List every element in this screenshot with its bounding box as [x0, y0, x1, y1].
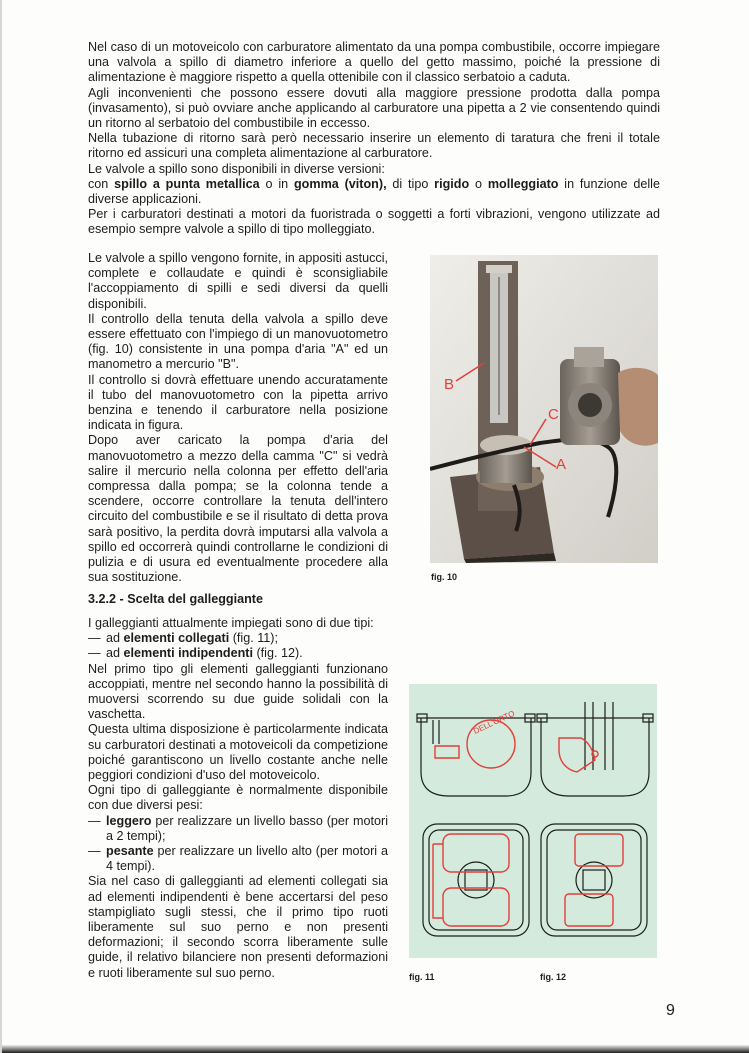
paragraph: Sia nel caso di galleggianti ad elementi collegati sia ad elementi indipendenti è bene accertarsi del peso stampigliato sugli stessi, che il primo tipo ruoti liberamente sul suo perno e non presenti deformazioni; il secondo scorra liberamente sulle guide, il relativo bilanciere non presenti deformazioni e ruoti liberamente sul suo perno. — [88, 874, 388, 980]
paragraph: I galleggianti attualmente impiegati sono di due tipi: — [88, 616, 374, 630]
list-item: — leggero per realizzare un livello basso (per motori a 2 tempi); — [88, 813, 388, 843]
fig-11-caption: fig. 11 — [409, 972, 435, 982]
fig-10-photo — [430, 255, 658, 563]
fig-10-caption: fig. 10 — [431, 572, 458, 582]
paragraph: Il controllo della tenuta della valvola a spillo deve essere effettuato con l'impiego di un manovuotometro (fig. 10) consistente in una pompa d'aria "A" ed un manometro a mercurio "B". — [88, 311, 388, 372]
intro-text-block — [88, 40, 660, 238]
versions-paragraph: con spillo a punta metallica o in gomma (viton), di tipo rigido o molleggiato in funzione delle diverse applicazioni. — [88, 176, 660, 207]
label-a: A — [556, 456, 567, 473]
float-bowl-drawings — [409, 684, 657, 958]
paragraph: Dopo aver caricato la pompa d'aria del manovuotometro a mezzo della camma "C" si vedrà salire il mercurio nella colonna per effetto dell'aria compressa dalla pompa; se la colonna tende a scendere, occorre controllare la tenuta dell'intero circuito del combustibile e se il risultato di detta prova sarà positivo, la perdita dovrà imputarsi alla valvola a spillo ed occorrerà quindi controllarne le condizioni di pulizia e di usura ed eventualmente procedere alla sua sostituzione. — [88, 433, 388, 585]
fig-12-caption: fig. 12 — [540, 972, 567, 982]
paragraph: Nel caso di un motoveicolo con carburatore alimentato da una pompa combustibile, occorre impiegare una valvola a spillo di diametro inferiore a quello del getto massimo, poiché la pressione di alimentazione è maggiore rispetto a quella ottenibile con il classico serbatoio a caduta. — [88, 40, 660, 85]
paragraph: Nella tubazione di ritorno sarà però necessario inserire un elemento di taratura che freni il totale ritorno ed assicuri una completa alimentazione al carburatore. — [88, 131, 660, 161]
paragraph: Le valvole a spillo vengono fornite, in appositi astucci, complete e collaudate e quindi è sconsigliabile l'accoppiamento di spilli e sedi diversi da quelli disponibili. — [88, 251, 388, 311]
page-bottom-edge — [2, 1045, 749, 1053]
paragraph: Agli inconvenienti che possono essere dovuti alla maggiore pressione prodotta dalla pompa (invasamento), si può ovviare anche applicando al carburatore una pipetta a 2 vie consentendo quindi un ritorno al serbatoio del combustibile in eccesso. — [88, 85, 660, 131]
list-item: — pesante per realizzare un livello alto (per motori a 4 tempi). — [88, 844, 388, 874]
section-title: 3.2.2 - Scelta del galleggiante — [88, 592, 263, 606]
float-text-block — [88, 616, 388, 981]
float-diagrams — [409, 684, 657, 958]
paragraph: Nel primo tipo gli elementi galleggianti funzionano accoppiati, mentre nel secondo hanno la possibilità di muoversi scorrendo su due guide solidali con la vaschetta. — [88, 661, 388, 722]
float-stamp-text: DELL'ORTO — [472, 708, 517, 736]
list-item: — ad elementi indipendenti (fig. 12). — [88, 646, 303, 661]
label-c: C — [548, 406, 559, 423]
manovuotometro-illustration — [430, 255, 658, 563]
paragraph: Il controllo si dovrà effettuare unendo accuratamente il tubo del manovuotometro con la pipetta arrivo benzina e tenendo il carburatore nella posizione indicata in figura. — [88, 372, 388, 433]
list-item: — ad elementi collegati (fig. 11); — [88, 631, 278, 646]
page-number: 9 — [666, 1002, 675, 1019]
paragraph: Per i carburatori destinati a motori da fuoristrada o soggetti a forti vibrazioni, vengono utilizzate ad esempio sempre valvole a spillo di tipo molleggiato. — [88, 207, 660, 237]
paragraph: Ogni tipo di galleggiante è normalmente disponibile con due diversi pesi: — [88, 783, 388, 813]
paragraph: Questa ultima disposizione è particolarmente indicata su carburatori destinati a motoveicoli da competizione poiché garantiscono un livello costante anche nelle peggiori condizioni d'uso del motoveicolo. — [88, 722, 388, 783]
paragraph: Le valvole a spillo sono disponibili in diverse versioni: — [88, 161, 385, 176]
needle-valve-text-block — [88, 251, 388, 585]
label-b: B — [444, 376, 455, 393]
